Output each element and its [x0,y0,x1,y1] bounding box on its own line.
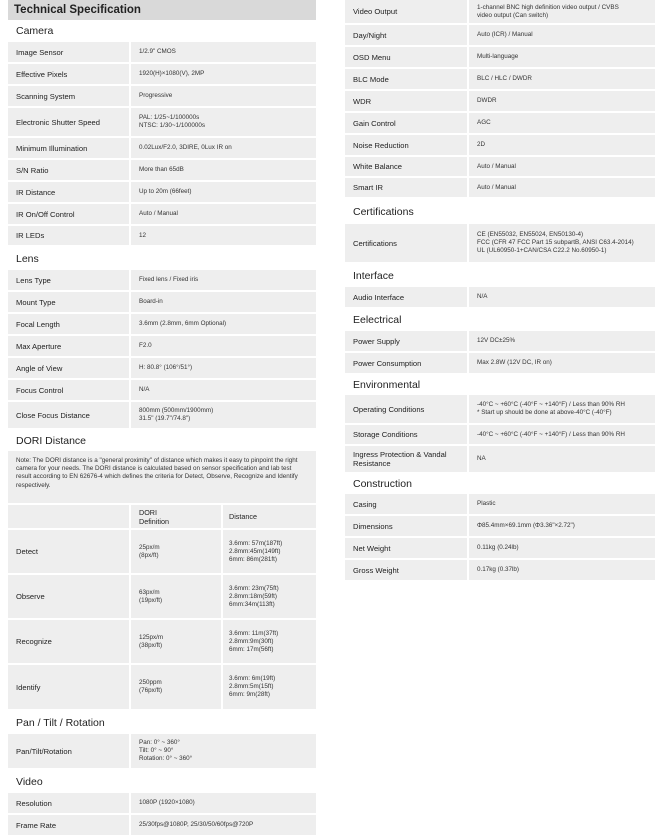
spec-row [345,0,655,25]
spec-row [8,270,316,292]
construction-table [345,494,655,582]
spec-value: Auto / Manual [477,183,516,191]
dori-table [8,505,316,711]
dori-level: Recognize [8,620,131,663]
spec-value: Auto / Manual [139,210,178,217]
camera-spec-table [8,42,316,247]
spec-key: Certifications [345,224,469,262]
spec-value: 0.11kg (0.24lb) [477,544,519,551]
dori-header-blank [8,505,131,528]
spec-key: S/N Ratio [8,160,131,180]
spec-value: 12V DC±25% [477,337,516,344]
spec-key: IR LEDs [8,226,131,245]
dori-note: Note: The DORI distance is a "general proximity" of distance which makes it easy to pinpoint the right camera for your needs. The DORI distance is calculated based on sensor specification and lab test result according to EN 62676-4 which defines the criteria for Detect, Observe, Recognize and Identify respectively. [8,451,316,505]
left-column [8,0,316,837]
dori-row [8,665,316,711]
spec-value: More than 65dB [139,166,184,173]
spec-key: Audio Interface [345,287,469,307]
dori-distance: 3.6mm: 11m(37ft) 2.8mm:9m(30ft) 6mm: 17m(56ft) [229,629,279,653]
spec-value: N/A [477,293,488,300]
spec-value: Up to 20m (66feet) [139,188,192,195]
dori-distance: 3.6mm: 6m(19ft) 2.8mm:5m(15ft) 6mm: 9m(28ft) [229,675,276,698]
spec-row [8,86,316,108]
spec-value: H: 80.8° (106°/51°) [139,364,193,371]
spec-value: PAL: 1/25~1/100000s NTSC: 1/30~1/100000s [139,114,205,129]
spec-key: Storage Conditions [345,425,469,444]
dori-definition: 25px/m (8px/ft) [131,530,223,573]
spec-row [345,395,655,425]
electrical-table [345,331,655,375]
spec-value: Auto / Manual [477,162,516,170]
spec-value: Fixed lens / Fixed iris [139,276,199,283]
spec-key: Mount Type [8,292,131,312]
spec-key: Frame Rate [8,815,131,835]
dori-row [8,575,316,620]
spec-value: 1920(H)×1080(V), 2MP [139,70,205,77]
spec-value: AGC [477,119,491,126]
spec-value: Plastic [477,500,496,507]
spec-row [345,494,655,516]
section-ptr-heading: Pan / Tilt / Rotation [16,716,105,729]
section-dori-heading: DORI Distance [16,434,87,447]
spec-key: WDR [345,91,469,111]
spec-row [345,25,655,47]
spec-row [8,793,316,815]
right-column [345,0,655,582]
spec-row [8,42,316,64]
section-video-heading: Video [16,775,43,788]
section-environmental-heading: Environmental [353,379,421,391]
spec-row [8,226,316,247]
spec-row [8,402,316,430]
spec-row [345,178,655,199]
spec-key: IR Distance [8,182,131,202]
spec-row [345,224,655,264]
spec-key: Power Consumption [345,353,469,373]
spec-row [345,287,655,309]
spec-value: 1-channel BNC high definition video output / CVBS video output (Can switch) [477,3,619,19]
spec-value: 2D [477,141,486,148]
spec-row [8,380,316,402]
spec-key: Max Aperture [8,336,131,356]
spec-key: Video Output [345,0,469,23]
spec-row [8,292,316,314]
dori-definition: 63px/m (19px/ft) [131,575,223,618]
spec-key: Ingress Protection & Vandal Resistance [345,446,469,472]
spec-value: 25/30fps@1080P, 25/30/50/60fps@720P [139,821,254,828]
spec-row [345,516,655,538]
spec-value: 800mm (500mm/1900mm) 31.5" (19.7"/74.8") [139,407,214,422]
spec-key: Focus Control [8,380,131,400]
spec-row [8,336,316,358]
spec-key: Smart IR [345,178,469,197]
spec-row [8,160,316,182]
dori-distance: 3.6mm: 57m(187ft) 2.8mm:45m(149ft) 6mm: 86m(281ft) [229,539,283,563]
spec-key: IR On/Off Control [8,204,131,224]
spec-row [345,91,655,113]
dori-level: Identify [8,665,131,709]
spec-row [345,538,655,560]
spec-key: Image Sensor [8,42,131,62]
spec-value: 1080P (1920×1080) [139,799,195,806]
spec-key: Lens Type [8,270,131,290]
spec-row [8,64,316,86]
spec-key: Pan/Tilt/Rotation [8,734,131,768]
interface-table [345,287,655,309]
spec-value: 1/2.9" CMOS [139,48,176,55]
page-title: Technical Specification [8,0,316,20]
spec-row [345,425,655,446]
video-settings-table [345,0,655,199]
spec-value: Board-in [139,298,163,305]
spec-value: Auto (ICR) / Manual [477,31,533,38]
spec-row [8,314,316,336]
spec-key: Electronic Shutter Speed [8,108,131,136]
spec-key: Day/Night [345,25,469,45]
spec-row [8,108,316,138]
spec-key: Minimum Illumination [8,138,131,158]
spec-row [8,182,316,204]
spec-row [345,69,655,91]
spec-key: Effective Pixels [8,64,131,84]
spec-key: Angle of View [8,358,131,378]
ptr-spec-table [8,734,316,770]
spec-key: Dimensions [345,516,469,536]
spec-key: Focal Length [8,314,131,334]
spec-value: 0.02Lux/F2.0, 3DIRE, 0Lux IR on [139,144,232,151]
spec-row [345,353,655,375]
spec-value: CE (EN55032, EN55024, EN50130-4) FCC (CFR 47 FCC Part 15 subpartB, ANSI C63.4-2014) UL (UL60950-1+CAN/CSA C22.2 No.60950-1) [477,231,634,254]
spec-value: 12 [139,231,147,239]
spec-row [8,204,316,226]
spec-key: OSD Menu [345,47,469,67]
dori-distance: 3.6mm: 23m(75ft) 2.8mm:18m(59ft) 6mm:34m(113ft) [229,584,279,608]
spec-key: Gain Control [345,113,469,133]
spec-value: Pan: 0° ~ 360° Tilt: 0° ~ 90° Rotation: 0° ~ 360° [139,739,193,762]
certifications-table [345,224,655,264]
spec-row [8,734,316,770]
spec-row [345,560,655,582]
section-construction-heading: Construction [353,478,412,490]
spec-key: Casing [345,494,469,514]
spec-row [8,138,316,160]
spec-row [345,157,655,178]
spec-value: Multi-language [477,53,519,60]
dori-definition: 250ppm (76px/ft) [131,665,223,709]
spec-row [345,135,655,157]
spec-row [345,47,655,69]
spec-key: White Balance [345,157,469,176]
environmental-table [345,395,655,474]
spec-key: Power Supply [345,331,469,351]
spec-key: Operating Conditions [345,395,469,423]
dori-definition: 125px/m (38px/ft) [131,620,223,663]
section-certifications-heading: Certifications [353,205,414,218]
spec-row [345,113,655,135]
dori-header-distance: Distance [229,512,257,521]
spec-value: F2.0 [139,342,152,349]
dori-row [8,620,316,665]
dori-level: Observe [8,575,131,618]
spec-row [345,446,655,474]
spec-value: BLC / HLC / DWDR [477,75,532,82]
dori-header-definition: DORI Definition [131,505,223,528]
spec-value: DWDR [477,97,497,104]
spec-value: Max 2.8W (12V DC, IR on) [477,359,552,366]
spec-value: N/A [139,386,150,393]
spec-key: Gross Weight [345,560,469,580]
spec-row [8,815,316,837]
spec-key: BLC Mode [345,69,469,89]
spec-value: Progressive [139,92,173,99]
dori-row [8,530,316,575]
section-interface-heading: Interface [353,269,394,282]
spec-value: -40°C ~ +60°C (-40°F ~ +140°F) / Less than 90% RH [477,430,625,438]
dori-header-row [8,505,316,530]
spec-row [345,331,655,353]
spec-value: NA [477,455,486,462]
spec-value: Φ85.4mm×69.1mm (Φ3.36"×2.72") [477,522,575,529]
dori-level: Detect [8,530,131,573]
section-lens-heading: Lens [16,252,39,265]
spec-key: Net Weight [345,538,469,558]
section-electrical-heading: Eelectrical [353,314,402,326]
spec-key: Resolution [8,793,131,813]
spec-key: Noise Reduction [345,135,469,155]
lens-spec-table [8,270,316,430]
spec-value: -40°C ~ +60°C (-40°F ~ +140°F) / Less than 90% RH * Start up should be done at above-40°C (-40°F) [477,401,625,416]
spec-value: 3.6mm (2.8mm, 6mm Optional) [139,320,227,327]
video-spec-table [8,793,316,837]
spec-value: 0.17kg (0.37lb) [477,566,520,573]
section-camera-heading: Camera [16,25,54,37]
spec-key: Scanning System [8,86,131,106]
spec-row [8,358,316,380]
spec-key: Close Focus Distance [8,402,131,428]
